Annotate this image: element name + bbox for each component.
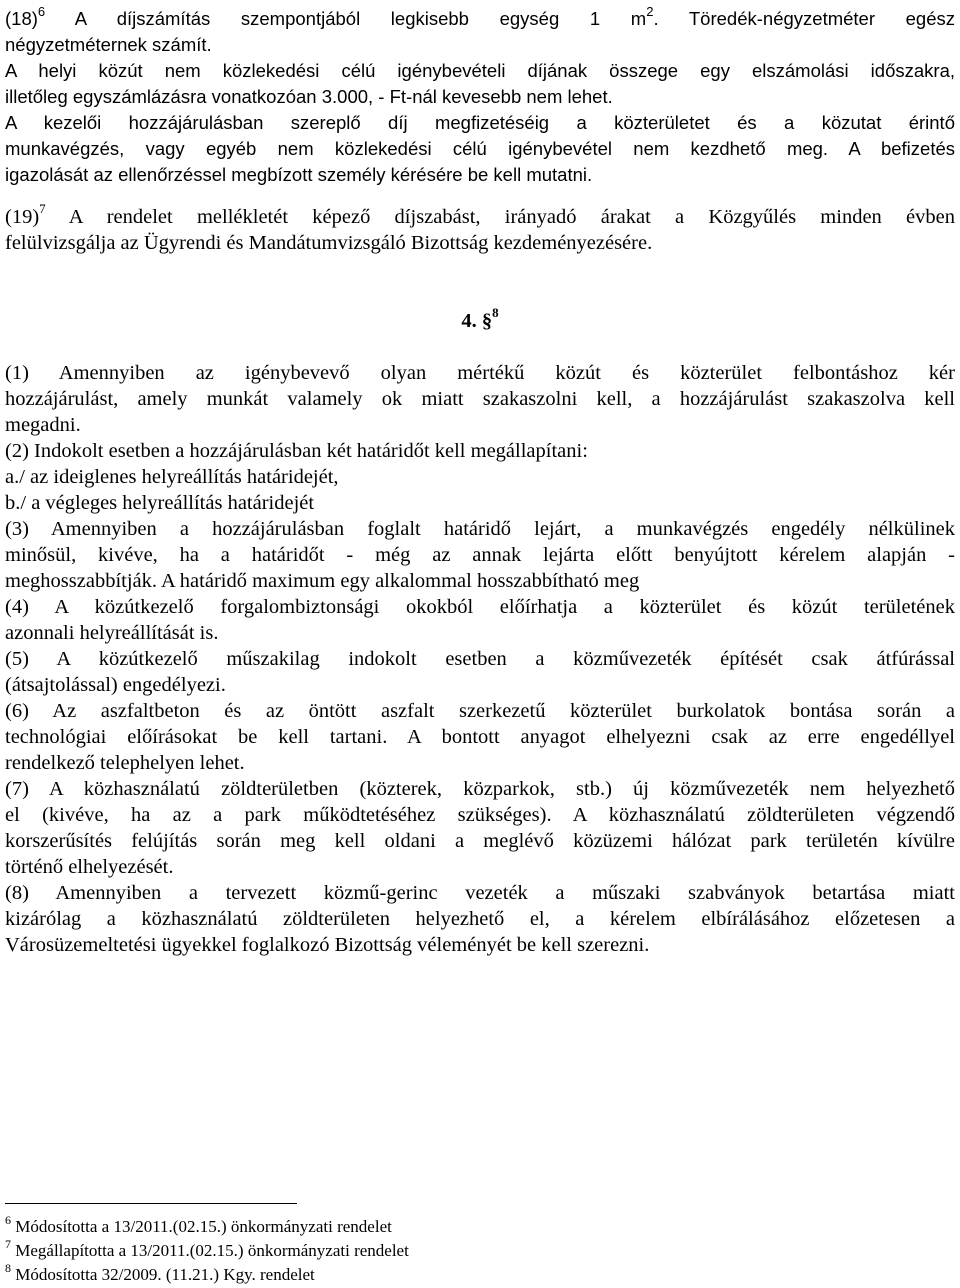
footnote-ref[interactable]: 6 [37,3,46,19]
footnote-7 [5,1237,409,1262]
section-body [5,360,955,958]
paragraph-number: (18) [5,8,38,29]
body-line: (1) Amennyiben az igénybevevő olyan mértékű közút és közterület felbontáshoz kér [5,362,955,384]
paragraph-18-line-3: A helyi közút nem közlekedési célú igénybevételi díjának összege egy elszámolási időszakra, [5,60,955,81]
body-line: (átsajtolással) engedélyezi. [5,674,226,696]
footnote-text: Módosította 32/2009. (11.21.) Kgy. rendelet [15,1265,315,1284]
body-line: hozzájárulást, amely munkát valamely ok miatt szakaszolni kell, a hozzájárulást szakaszolva kell [5,388,955,410]
body-line: a./ az ideiglenes helyreállítás határidejét, [5,466,339,488]
body-line: korszerűsítés felújítás során meg kell oldani a meglévő közüzemi hálózat park területén kívülre [5,830,955,852]
body-line: (7) A közhasználatú zöldterületben (közterek, közparkok, stb.) új közművezeték nem helyezhető [5,778,955,800]
body-line: (2) Indokolt esetben a hozzájárulásban két határidőt kell megállapítani: [5,440,588,462]
section-heading [0,305,960,334]
body-line: meghosszabbítják. A határidő maximum egy alkalommal hosszabbítható meg [5,570,640,592]
footnote-text: Megállapította a 13/2011.(02.15.) önkormányzati rendelet [15,1241,409,1260]
body-line: (5) A közútkezelő műszakilag indokolt esetben a közművezeték építését csak átfúrással [5,648,955,670]
body-line: technológiai előírásokat be kell tartani. A bontott anyagot elhelyezni csak az erre engedéllyel [5,726,955,748]
body-line: el (kivéve, ha az a park működtetéséhez szükséges). A közhasználatú zöldterületen végzendő [5,804,955,826]
body-line: (3) Amennyiben a hozzájárulásban foglalt határidő lejárt, a munkavégzés engedély nélkülinek [5,518,955,540]
footnote-number: 7 [5,1237,11,1252]
footnote-8 [5,1261,315,1286]
paragraph-18-line-7: igazolását az ellenőrzéssel megbízott személy kérésére be kell mutatni. [5,164,593,185]
paragraph-18 [5,3,955,188]
exponent: 2 [646,3,654,19]
body-line: b./ a végleges helyreállítás határidejét [5,492,315,514]
footnote-ref[interactable]: 8 [492,305,499,321]
body-line: (4) A közútkezelő forgalombiztonsági okokból előírhatja a közterület és közút területének [5,596,955,618]
footnote-separator [5,1203,297,1204]
footnote-text: Módosította a 13/2011.(02.15.) önkormányzati rendelet [15,1217,392,1236]
text-run: A rendelet mellékletét képező díjszabást, irányadó árakat a Közgyűlés minden évben [68,206,955,228]
body-line: minősül, kivéve, ha a határidőt - még az annak lejárta előtt benyújtott kérelem alapján - [5,544,955,566]
paragraph-19-line-2: felülvizsgálja az Ügyrendi és Mandátumvizsgáló Bizottság kezdeményezésére. [5,232,653,254]
footnote-number: 8 [5,1261,11,1276]
paragraph-18-line-4: illetőleg egyszámlázásra vonatkozóan 3.000, - Ft-nál kevesebb nem lehet. [5,86,613,107]
body-line: kizárólag a közhasználatú zöldterületen helyezhető el, a kérelem elbírálásához előzetesen a [5,908,955,930]
body-line: történő elhelyezését. [5,856,174,878]
paragraph-18-line-1 [5,3,955,32]
body-line: Városüzemeltetési ügyekkel foglalkozó Bizottság véleményét be kell szerezni. [5,934,650,956]
body-line: (6) Az aszfaltbeton és az öntött aszfalt szerkezetű közterület burkolatok bontása során a [5,700,955,722]
text-run: A díjszámítás szempontjából legkisebb egység 1 m [74,8,647,29]
footnote-ref[interactable]: 7 [39,201,46,217]
section-title: 4. § [461,310,493,332]
body-line: (8) Amennyiben a tervezett közmű-gerinc vezeték a műszaki szabványok betartása miatt [5,882,955,904]
paragraph-number: (19) [5,206,40,228]
paragraph-18-line-5: A kezelői hozzájárulásban szereplő díj megfizetéséig a közterületet és a közutat érintő [5,112,955,133]
body-line: azonnali helyreállítását is. [5,622,219,644]
text-run: . Töredék-négyzetméter egész [653,8,955,29]
body-line: megadni. [5,414,81,436]
body-line: rendelkező telephelyen lehet. [5,752,245,774]
footnote-number: 6 [5,1213,11,1228]
paragraph-18-line-2: négyzetméternek számít. [5,34,212,55]
footnote-6 [5,1213,392,1238]
paragraph-18-line-6: munkavégzés, vagy egyéb nem közlekedési célú igénybevétel nem kezdhető meg. A befizetés [5,138,955,159]
paragraph-19 [5,201,955,256]
paragraph-19-line-1 [5,201,955,230]
